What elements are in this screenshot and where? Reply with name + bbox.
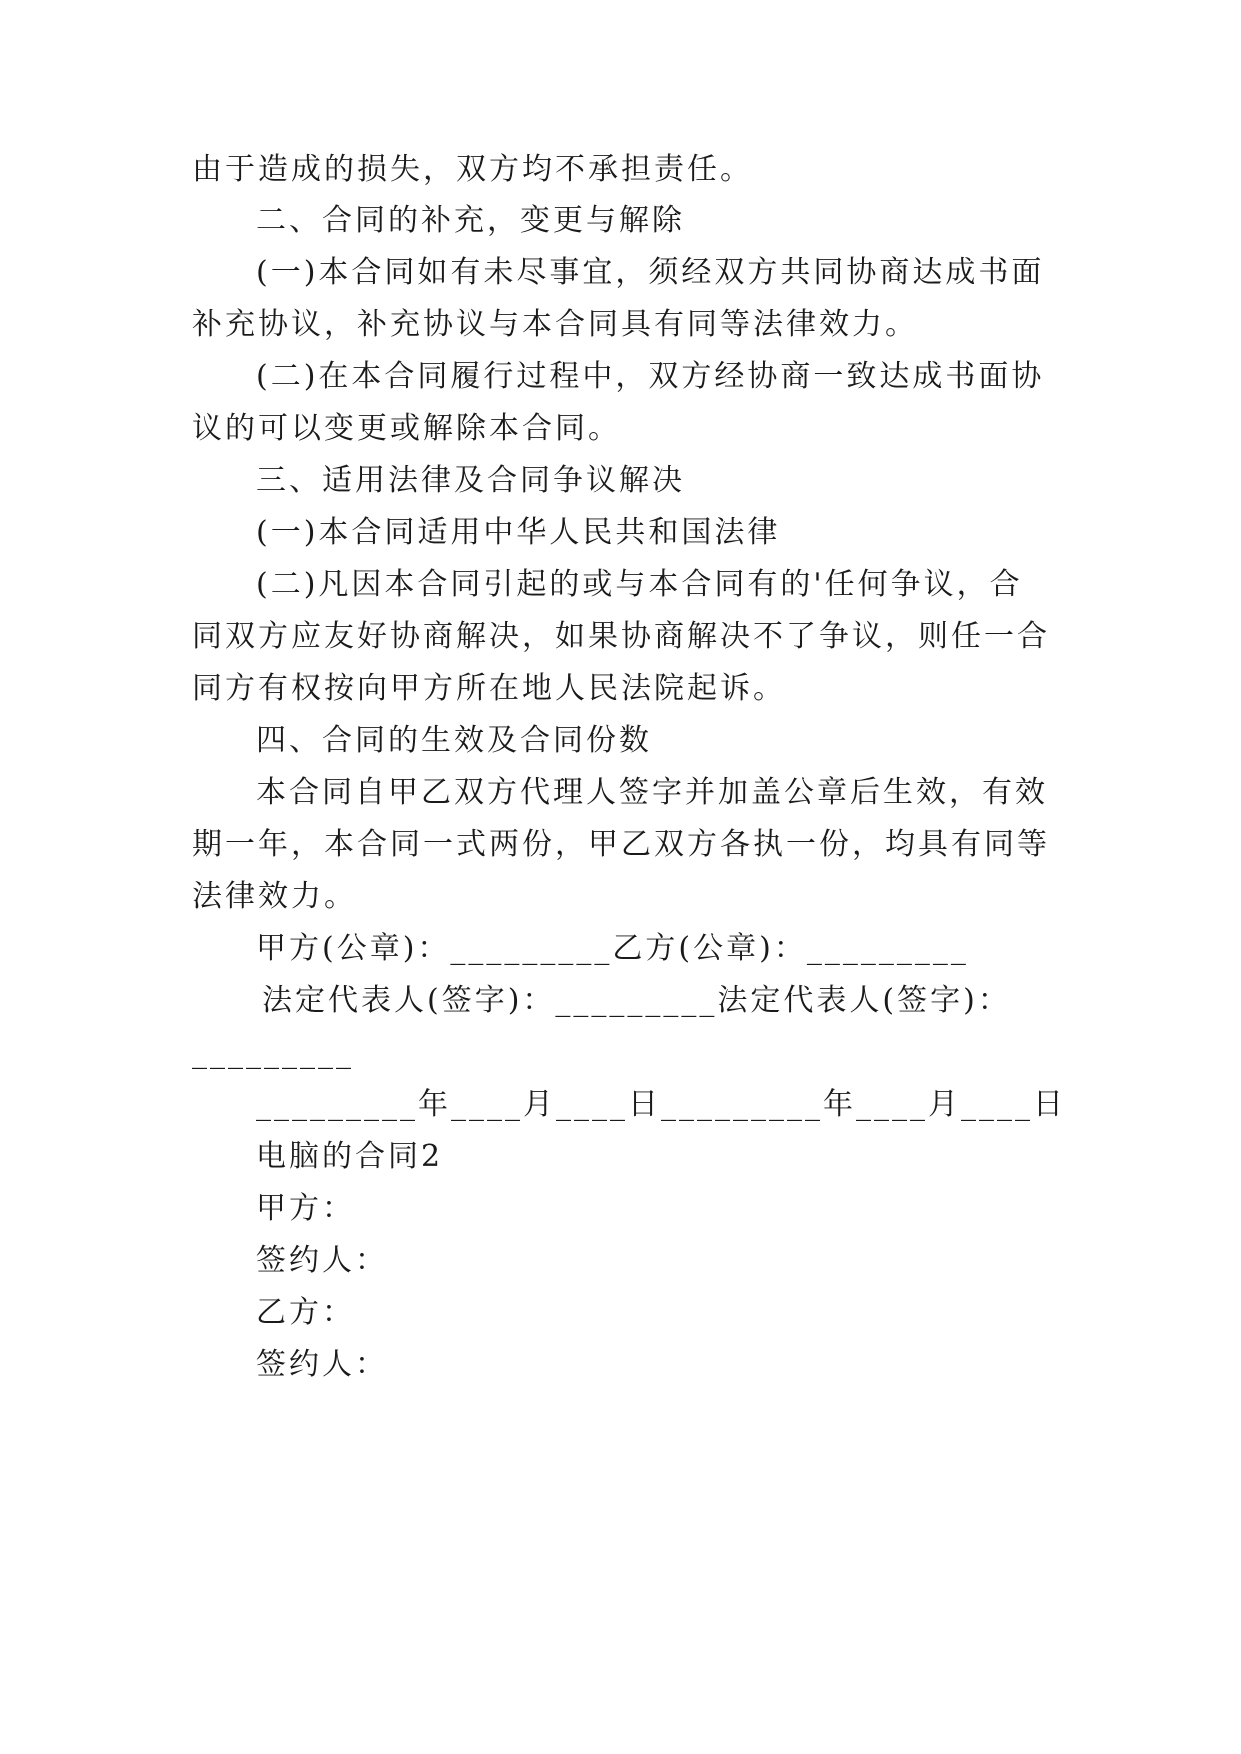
- date-line: _________年____月____日_________年____月____日: [256, 1087, 1066, 1122]
- paragraph-line: 期一年，本合同一式两份，甲乙双方各执一份，均具有同等: [192, 827, 1050, 862]
- paragraph-line: 由于造成的损失，双方均不承担责任。: [192, 152, 753, 187]
- seal-signature-line: 甲方(公章)：_________乙方(公章)：_________: [256, 931, 969, 966]
- paragraph-line: (一)本合同适用中华人民共和国法律: [256, 515, 781, 550]
- paragraph-line: 法律效力。: [192, 879, 357, 914]
- paragraph-line: 补充协议，补充协议与本合同具有同等法律效力。: [192, 307, 918, 342]
- signer-a-label: 签约人：: [256, 1243, 388, 1278]
- paragraph-line: 议的可以变更或解除本合同。: [192, 411, 621, 446]
- paragraph-line: 同方有权按向甲方所在地人民法院起诉。: [192, 671, 786, 706]
- signer-b-label: 签约人：: [256, 1347, 388, 1382]
- party-b-label: 乙方：: [256, 1295, 355, 1330]
- paragraph-line: 本合同自甲乙双方代理人签字并加盖公章后生效，有效: [256, 775, 1048, 810]
- paragraph-line: (二)凡因本合同引起的或与本合同有的'任何争议，合: [256, 567, 1023, 602]
- paragraph-line: 同双方应友好协商解决，如果协商解决不了争议，则任一合: [192, 619, 1050, 654]
- representative-blank: _________: [192, 1035, 354, 1070]
- section-heading: 三、适用法律及合同争议解决: [256, 463, 685, 498]
- party-a-label: 甲方：: [256, 1191, 355, 1226]
- section-heading: 四、合同的生效及合同份数: [256, 723, 652, 758]
- contract-2-title: 电脑的合同2: [256, 1139, 444, 1174]
- section-heading: 二、合同的补充，变更与解除: [256, 203, 685, 238]
- representative-signature-line: 法定代表人(签字)：_________法定代表人(签字)：: [262, 983, 1011, 1018]
- paragraph-line: (二)在本合同履行过程中，双方经协商一致达成书面协: [256, 359, 1045, 394]
- paragraph-line: (一)本合同如有未尽事宜，须经双方共同协商达成书面: [256, 255, 1045, 290]
